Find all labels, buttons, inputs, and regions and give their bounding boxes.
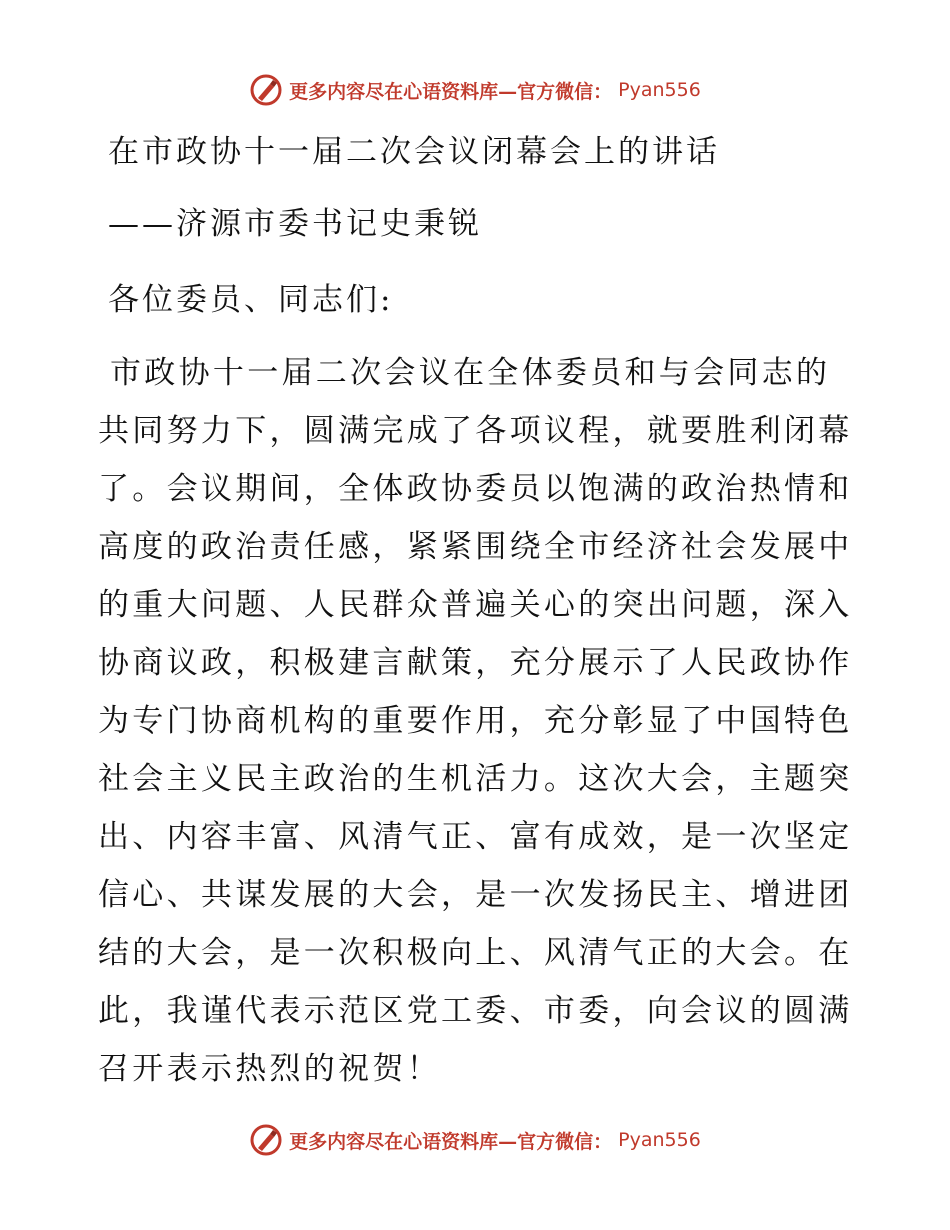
paragraph-line: 社会主义民主政治的生机活力。这次大会，主题突 xyxy=(98,761,853,797)
footer-banner xyxy=(0,1120,950,1160)
footer-banner-text: 更多内容尽在心语资料库—官方微信： xyxy=(289,1130,613,1153)
paragraph-line: 共同努力下，圆满完成了各项议程，就要胜利闭幕 xyxy=(98,413,853,449)
paragraph-line: 为专门协商机构的重要作用，充分彰显了中国特色 xyxy=(98,703,853,739)
paragraph-line: 高度的政治责任感，紧紧围绕全市经济社会发展中 xyxy=(98,529,853,565)
paragraph-line: 市政协十一届二次会议在全体委员和与会同志的 xyxy=(110,355,831,391)
paragraph-line: 信心、共谋发展的大会，是一次发扬民主、增进团 xyxy=(98,877,853,913)
paragraph-line: 出、内容丰富、风清气正、富有成效，是一次坚定 xyxy=(98,819,853,855)
paragraph-line: 此，我谨代表示范区党工委、市委，向会议的圆满 xyxy=(98,993,853,1029)
pen-logo-icon xyxy=(249,1123,283,1157)
paragraph-line: 了。会议期间，全体政协委员以饱满的政治热情和 xyxy=(98,471,853,507)
pen-logo-icon xyxy=(249,73,283,107)
paragraph-line: 召开表示热烈的祝贺！ xyxy=(98,1051,441,1087)
header-banner-text: 更多内容尽在心语资料库—官方微信： xyxy=(289,80,613,103)
greeting: 各位委员、同志们: xyxy=(108,282,394,318)
body-paragraph xyxy=(98,344,858,1098)
footer-wechat-id: Pyan556 xyxy=(618,1129,701,1151)
header-banner xyxy=(0,70,950,110)
paragraph-line: 的重大问题、人民群众普遍关心的突出问题，深入 xyxy=(98,587,853,623)
header-wechat-id: Pyan556 xyxy=(618,79,701,101)
document-title: 在市政协十一届二次会议闭幕会上的讲话 xyxy=(108,134,720,170)
paragraph-line: 结的大会，是一次积极向上、风清气正的大会。在 xyxy=(98,935,853,971)
paragraph-line: 协商议政，积极建言献策，充分展示了人民政协作 xyxy=(98,645,853,681)
document-subtitle: ——济源市委书记史秉锐 xyxy=(108,206,482,242)
